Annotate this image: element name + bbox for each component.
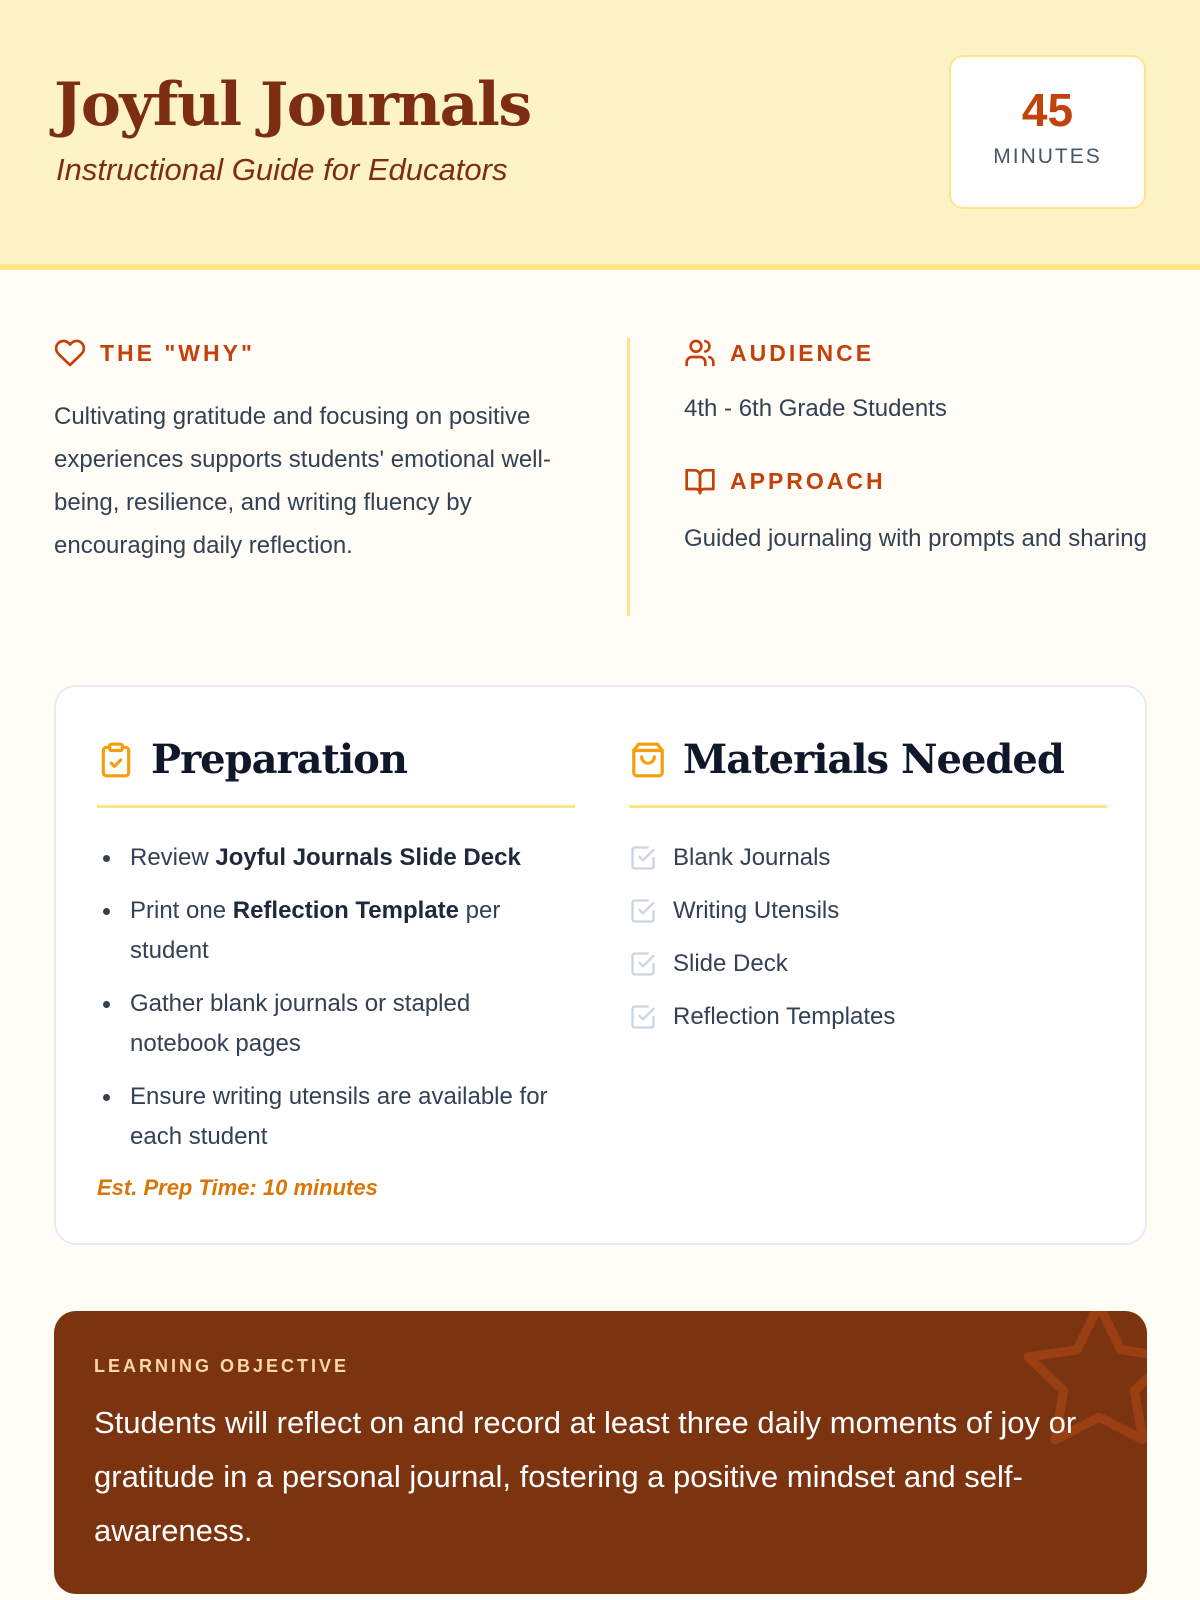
preparation-title: Preparation (151, 736, 407, 783)
check-square-icon (629, 897, 657, 925)
materials-list (629, 838, 1107, 1037)
clipboard-check-icon (97, 741, 135, 779)
learning-objective-card (54, 1311, 1147, 1594)
duration-unit: MINUTES (993, 145, 1102, 168)
audience-text: 4th - 6th Grade Students (684, 395, 947, 422)
book-open-icon (684, 465, 716, 497)
preparation-list (97, 838, 575, 1157)
approach-label: APPROACH (730, 467, 886, 494)
duration-value: 45 (1021, 84, 1074, 136)
materials-title: Materials Needed (683, 736, 1064, 783)
list-item: Slide Deck (629, 944, 1107, 984)
materials-column (629, 730, 1107, 1050)
check-square-icon (629, 844, 657, 872)
list-item: Writing Utensils (629, 891, 1107, 931)
shopping-bag-icon (629, 741, 667, 779)
heart-icon (54, 337, 86, 369)
objective-label: LEARNING OBJECTIVE (94, 1356, 350, 1376)
preparation-column (97, 730, 575, 1170)
list-item: Gather blank journals or stapled notebook pages (97, 984, 575, 1064)
why-text: Cultivating gratitude and focusing on positive experiences supports students' emotional well-being, resilience, and writing fluency by encouraging daily reflection. (54, 403, 551, 559)
page-title: Joyful Journals (54, 70, 531, 140)
list-item: Review Joyful Journals Slide Deck (97, 838, 575, 878)
audience-label: AUDIENCE (730, 339, 875, 366)
users-icon (684, 337, 716, 369)
why-label: THE "WHY" (100, 339, 255, 366)
approach-text: Guided journaling with prompts and sharing (684, 525, 1147, 552)
page-header (0, 0, 1200, 270)
preparation-card (54, 685, 1147, 1245)
list-item: Print one Reflection Template per student (97, 891, 575, 971)
list-item: Ensure writing utensils are available for each student (97, 1077, 575, 1157)
check-square-icon (629, 950, 657, 978)
duration-card (949, 55, 1146, 209)
why-section (54, 337, 574, 567)
objective-text: Students will reflect on and record at least three daily moments of joy or gratitude in a personal journal, fostering a positive mindset and self-awareness. (94, 1405, 1077, 1548)
check-square-icon (629, 1003, 657, 1031)
info-divider (627, 338, 630, 616)
prep-time: Est. Prep Time: 10 minutes (97, 1175, 378, 1200)
page-subtitle: Instructional Guide for Educators (56, 152, 508, 187)
list-item: Blank Journals (629, 838, 1107, 878)
audience-approach-section (684, 337, 1164, 559)
list-item: Reflection Templates (629, 997, 1107, 1037)
